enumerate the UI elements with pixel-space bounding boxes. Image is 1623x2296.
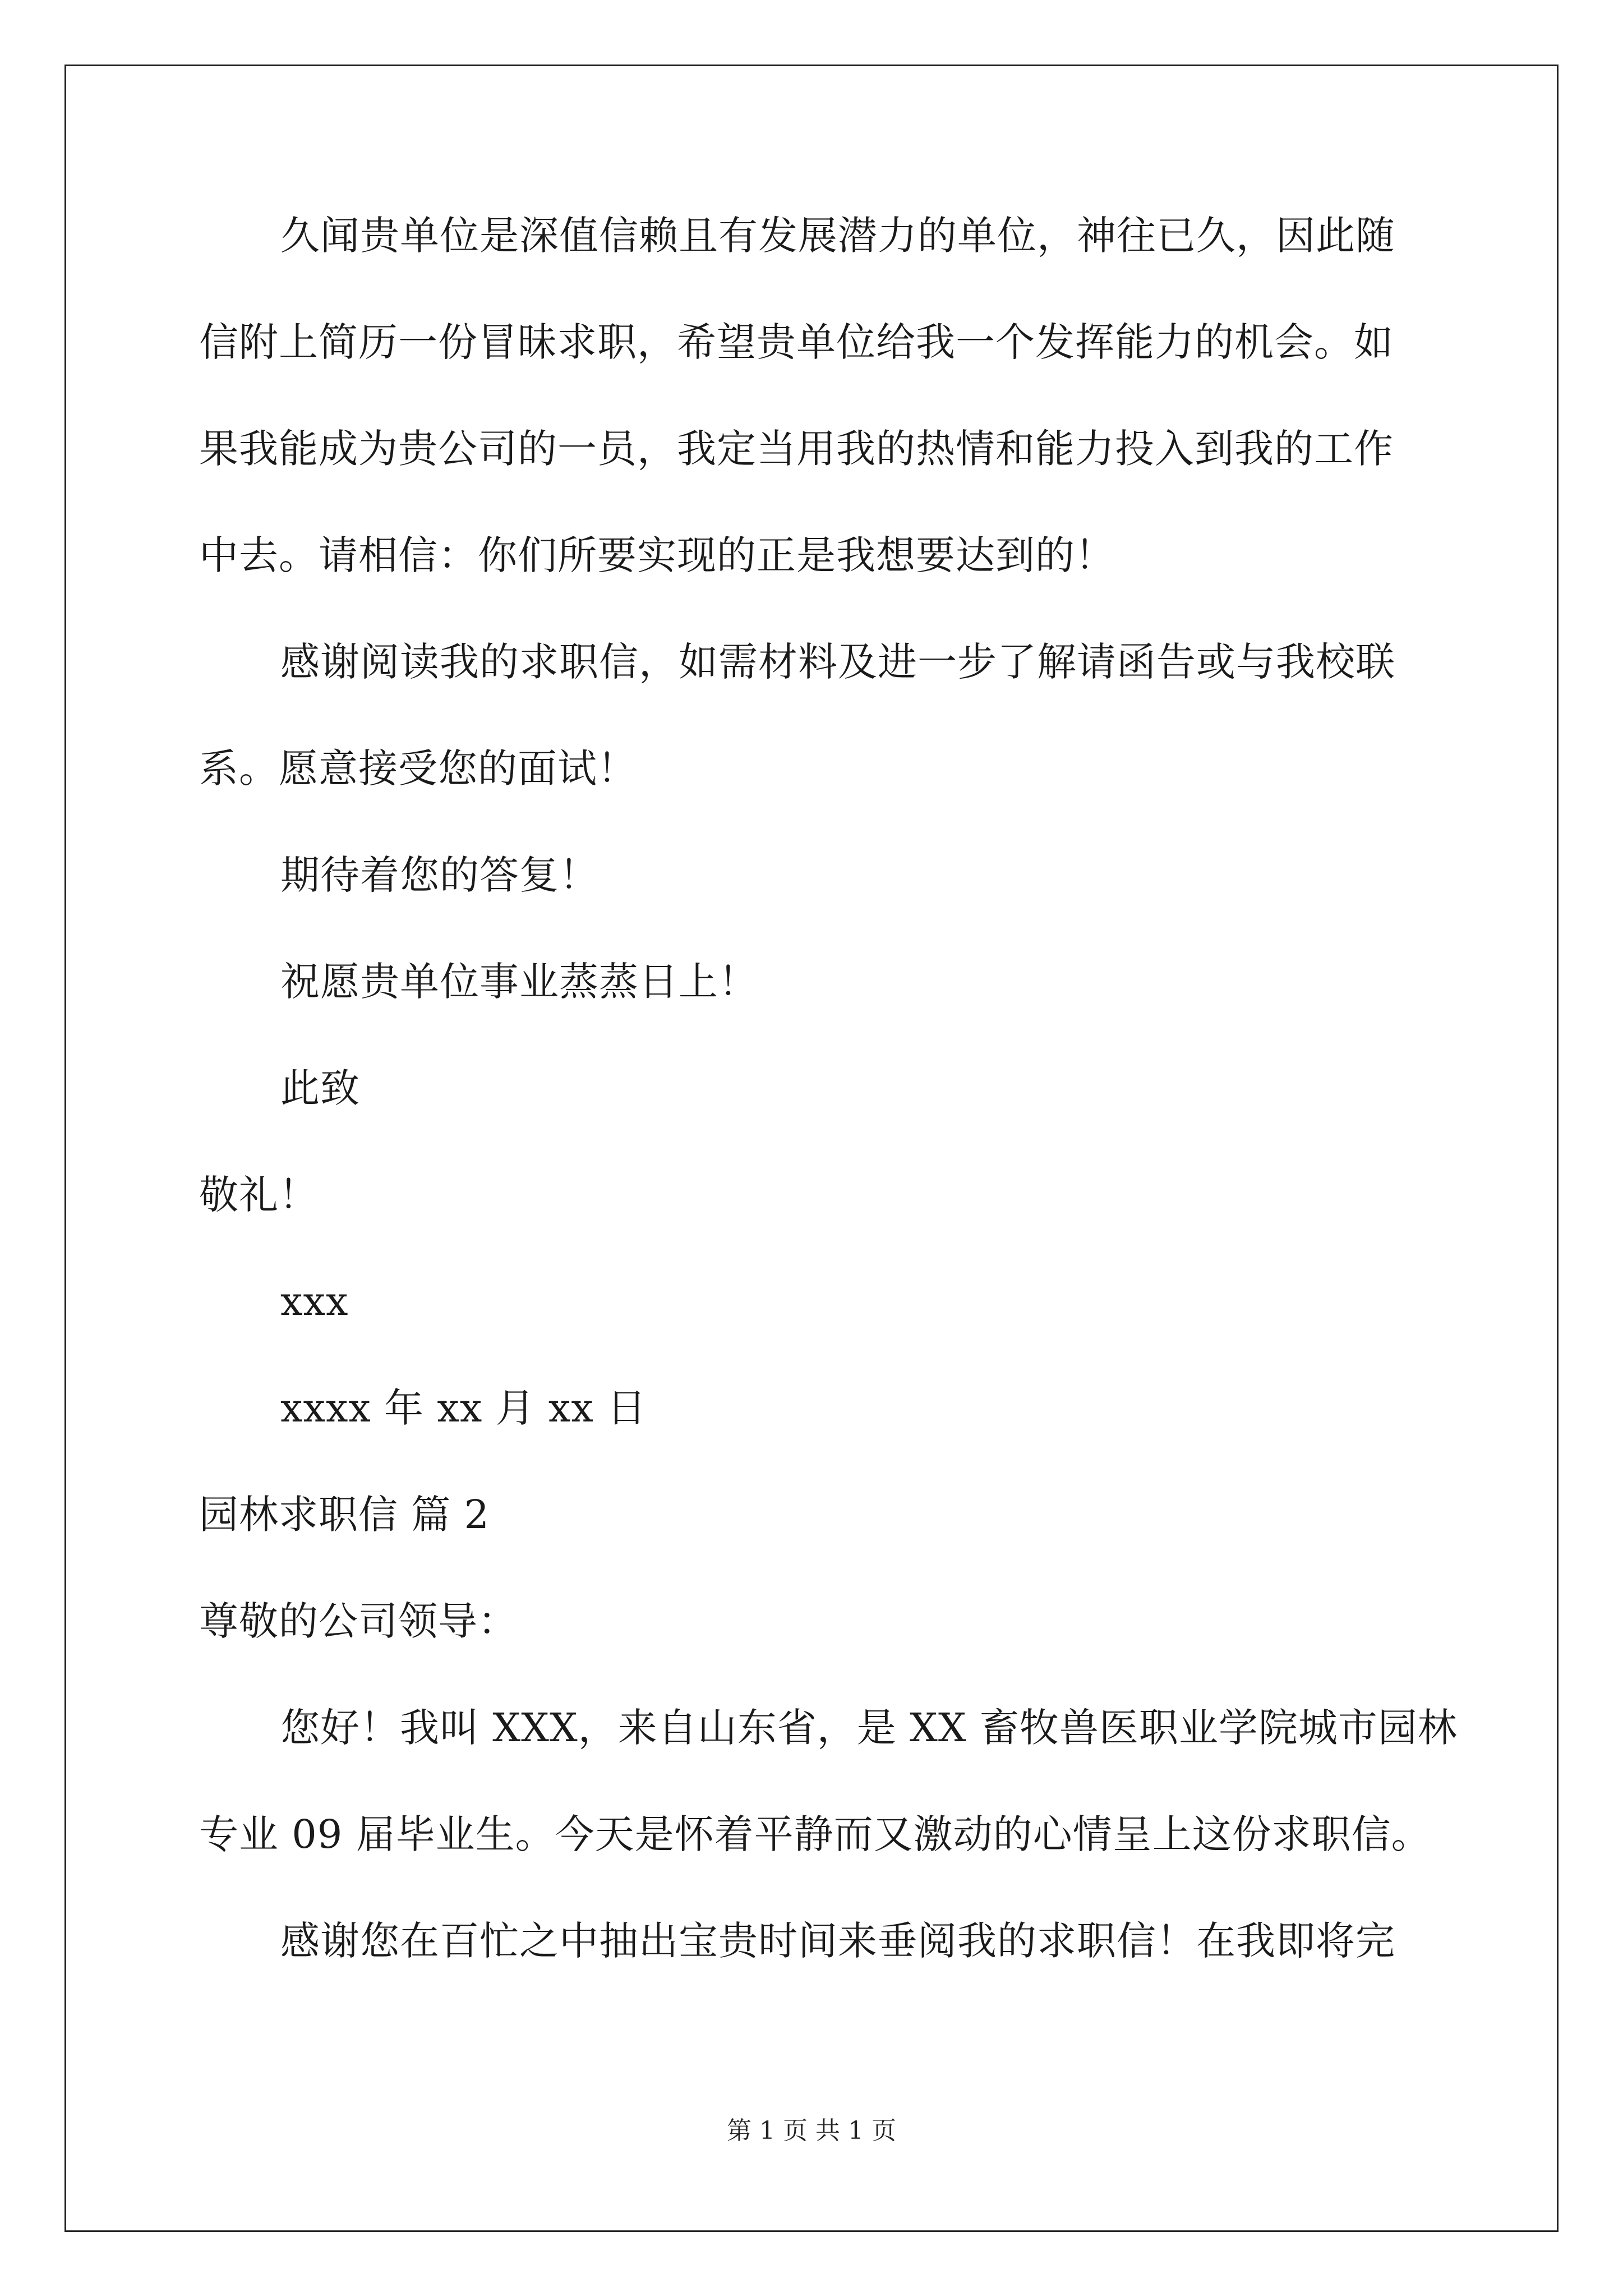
closing-line: 此致 xyxy=(280,1065,360,1111)
salutation: 尊敬的公司领导： xyxy=(199,1598,518,1644)
paragraph-line: 您好！我叫 XXX，来自山东省，是 XX 畜牧兽医职业学院城市园林 xyxy=(280,1705,1458,1751)
paragraph-line: 期待着您的答复！ xyxy=(280,852,599,898)
closing-salute: 敬礼！ xyxy=(199,1172,319,1218)
paragraph-line: 中去。请相信：你们所要实现的正是我想要达到的！ xyxy=(199,532,1115,578)
paragraph-line: 感谢您在百忙之中抽出宝贵时间来垂阅我的求职信！在我即将完 xyxy=(280,1918,1395,1964)
section-heading: 园林求职信 篇 2 xyxy=(199,1492,490,1538)
paragraph-line: 信附上简历一份冒昧求职，希望贵单位给我一个发挥能力的机会。如 xyxy=(199,319,1394,365)
paragraph-line: 系。愿意接受您的面试！ xyxy=(199,746,637,792)
paragraph-line: 专业 09 届毕业生。今天是怀着平静而又激动的心情呈上这份求职信。 xyxy=(199,1811,1431,1857)
page-border xyxy=(64,65,1559,2232)
signature: xxx xyxy=(280,1278,349,1324)
paragraph-line: 感谢阅读我的求职信，如需材料及进一步了解请函告或与我校联 xyxy=(280,639,1395,685)
paragraph-line: 久闻贵单位是深值信赖且有发展潜力的单位，神往已久，因此随 xyxy=(280,213,1395,259)
date-line: xxxx 年 xx 月 xx 日 xyxy=(280,1385,647,1431)
paragraph-line: 祝愿贵单位事业蒸蒸日上！ xyxy=(280,959,758,1005)
page-footer: 第 1 页 共 1 页 xyxy=(727,2116,896,2145)
paragraph-line: 果我能成为贵公司的一员，我定当用我的热情和能力投入到我的工作 xyxy=(199,426,1394,472)
